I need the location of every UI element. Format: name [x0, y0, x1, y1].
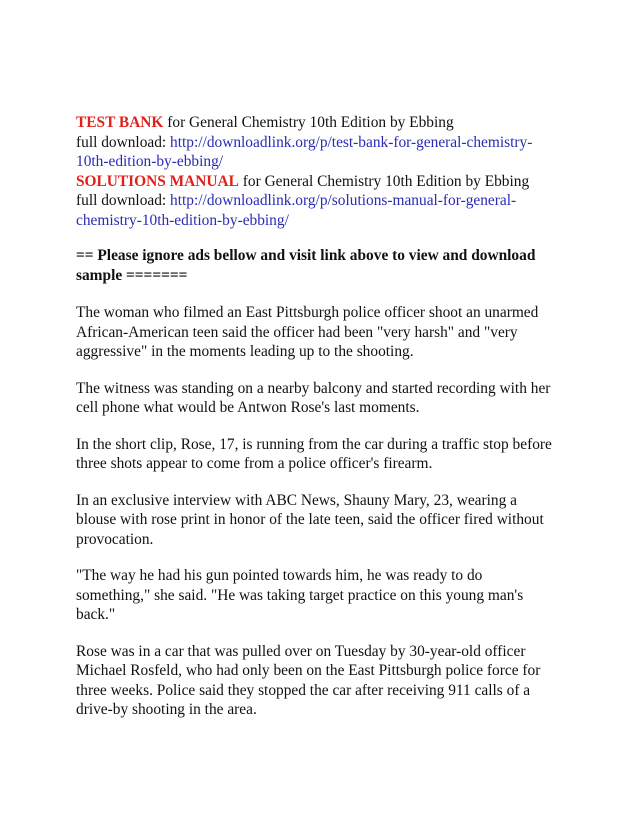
- test-bank-link-part1[interactable]: http://downloadlink.org/p/test-bank-for-general-chemistry-: [170, 133, 533, 151]
- paragraph-line: In the short clip, Rose, 17, is running from the car during a traffic stop before: [76, 435, 552, 453]
- solutions-manual-download-line: [76, 191, 566, 211]
- paragraph-line: In an exclusive interview with ABC News, Shauny Mary, 23, wearing a: [76, 491, 517, 509]
- test-bank-link-continued-line: [76, 152, 566, 172]
- solutions-manual-label: SOLUTIONS MANUAL: [76, 172, 239, 190]
- paragraph-3: [76, 435, 566, 474]
- paragraph-line: something," she said. "He was taking target practice on this young man's: [76, 586, 524, 604]
- paragraph-line: back.": [76, 606, 116, 623]
- solutions-manual-download-prefix: full download:: [76, 192, 171, 209]
- test-bank-title-line: [76, 113, 566, 133]
- test-bank-title: for General Chemistry 10th Edition by Ebbing: [163, 114, 454, 131]
- test-bank-link-part2[interactable]: 10th-edition-by-ebbing/: [76, 153, 224, 170]
- paragraph-line: provocation.: [76, 530, 154, 548]
- ads-notice-line-2: sample =======: [76, 266, 188, 284]
- solutions-manual-link-part2[interactable]: chemistry-10th-edition-by-ebbing/: [76, 211, 289, 229]
- solutions-manual-link-continued-line: [76, 211, 566, 231]
- paragraph-line: Michael Rosfeld, who had only been on the East Pittsburgh police force for: [76, 662, 541, 679]
- paragraph-2: [76, 379, 566, 418]
- paragraph-line: African-American teen said the officer had been "very harsh" and "very: [76, 323, 518, 341]
- ads-notice-line-1: == Please ignore ads bellow and visit link above to view and download: [76, 247, 536, 264]
- paragraph-line: drive-by shooting in the area.: [76, 701, 257, 718]
- paragraph-5: [76, 566, 566, 625]
- paragraph-line: blouse with rose print in honor of the late teen, said the officer fired without: [76, 511, 544, 528]
- paragraph-line: The woman who filmed an East Pittsburgh police officer shoot an unarmed: [76, 304, 539, 321]
- solutions-manual-title-line: [76, 172, 566, 192]
- document-page: [76, 113, 566, 737]
- paragraph-line: "The way he had his gun pointed towards him, he was ready to do: [76, 567, 483, 584]
- paragraph-6: [76, 642, 566, 720]
- paragraph-line: Rose was in a car that was pulled over on Tuesday by 30-year-old officer: [76, 642, 526, 660]
- solutions-manual-link-part1[interactable]: http://downloadlink.org/p/solutions-manual-for-general-: [170, 192, 517, 209]
- paragraph-line: The witness was standing on a nearby balcony and started recording with her: [76, 379, 551, 397]
- paragraph-line: aggressive" in the moments leading up to the shooting.: [76, 343, 414, 360]
- paragraph-1: [76, 303, 566, 362]
- test-bank-download-prefix: full download:: [76, 133, 171, 151]
- paragraph-line: three weeks. Police said they stopped the car after receiving 911 calls of a: [76, 681, 531, 699]
- test-bank-label: TEST BANK: [76, 114, 164, 131]
- paragraph-line: cell phone what would be Antwon Rose's last moments.: [76, 399, 420, 416]
- download-header: [76, 113, 566, 230]
- solutions-manual-title: for General Chemistry 10th Edition by Ebbing: [238, 172, 530, 190]
- paragraph-4: [76, 491, 566, 550]
- test-bank-download-line: [76, 133, 566, 153]
- ads-notice: [76, 246, 566, 285]
- paragraph-line: three shots appear to come from a police officer's firearm.: [76, 455, 433, 472]
